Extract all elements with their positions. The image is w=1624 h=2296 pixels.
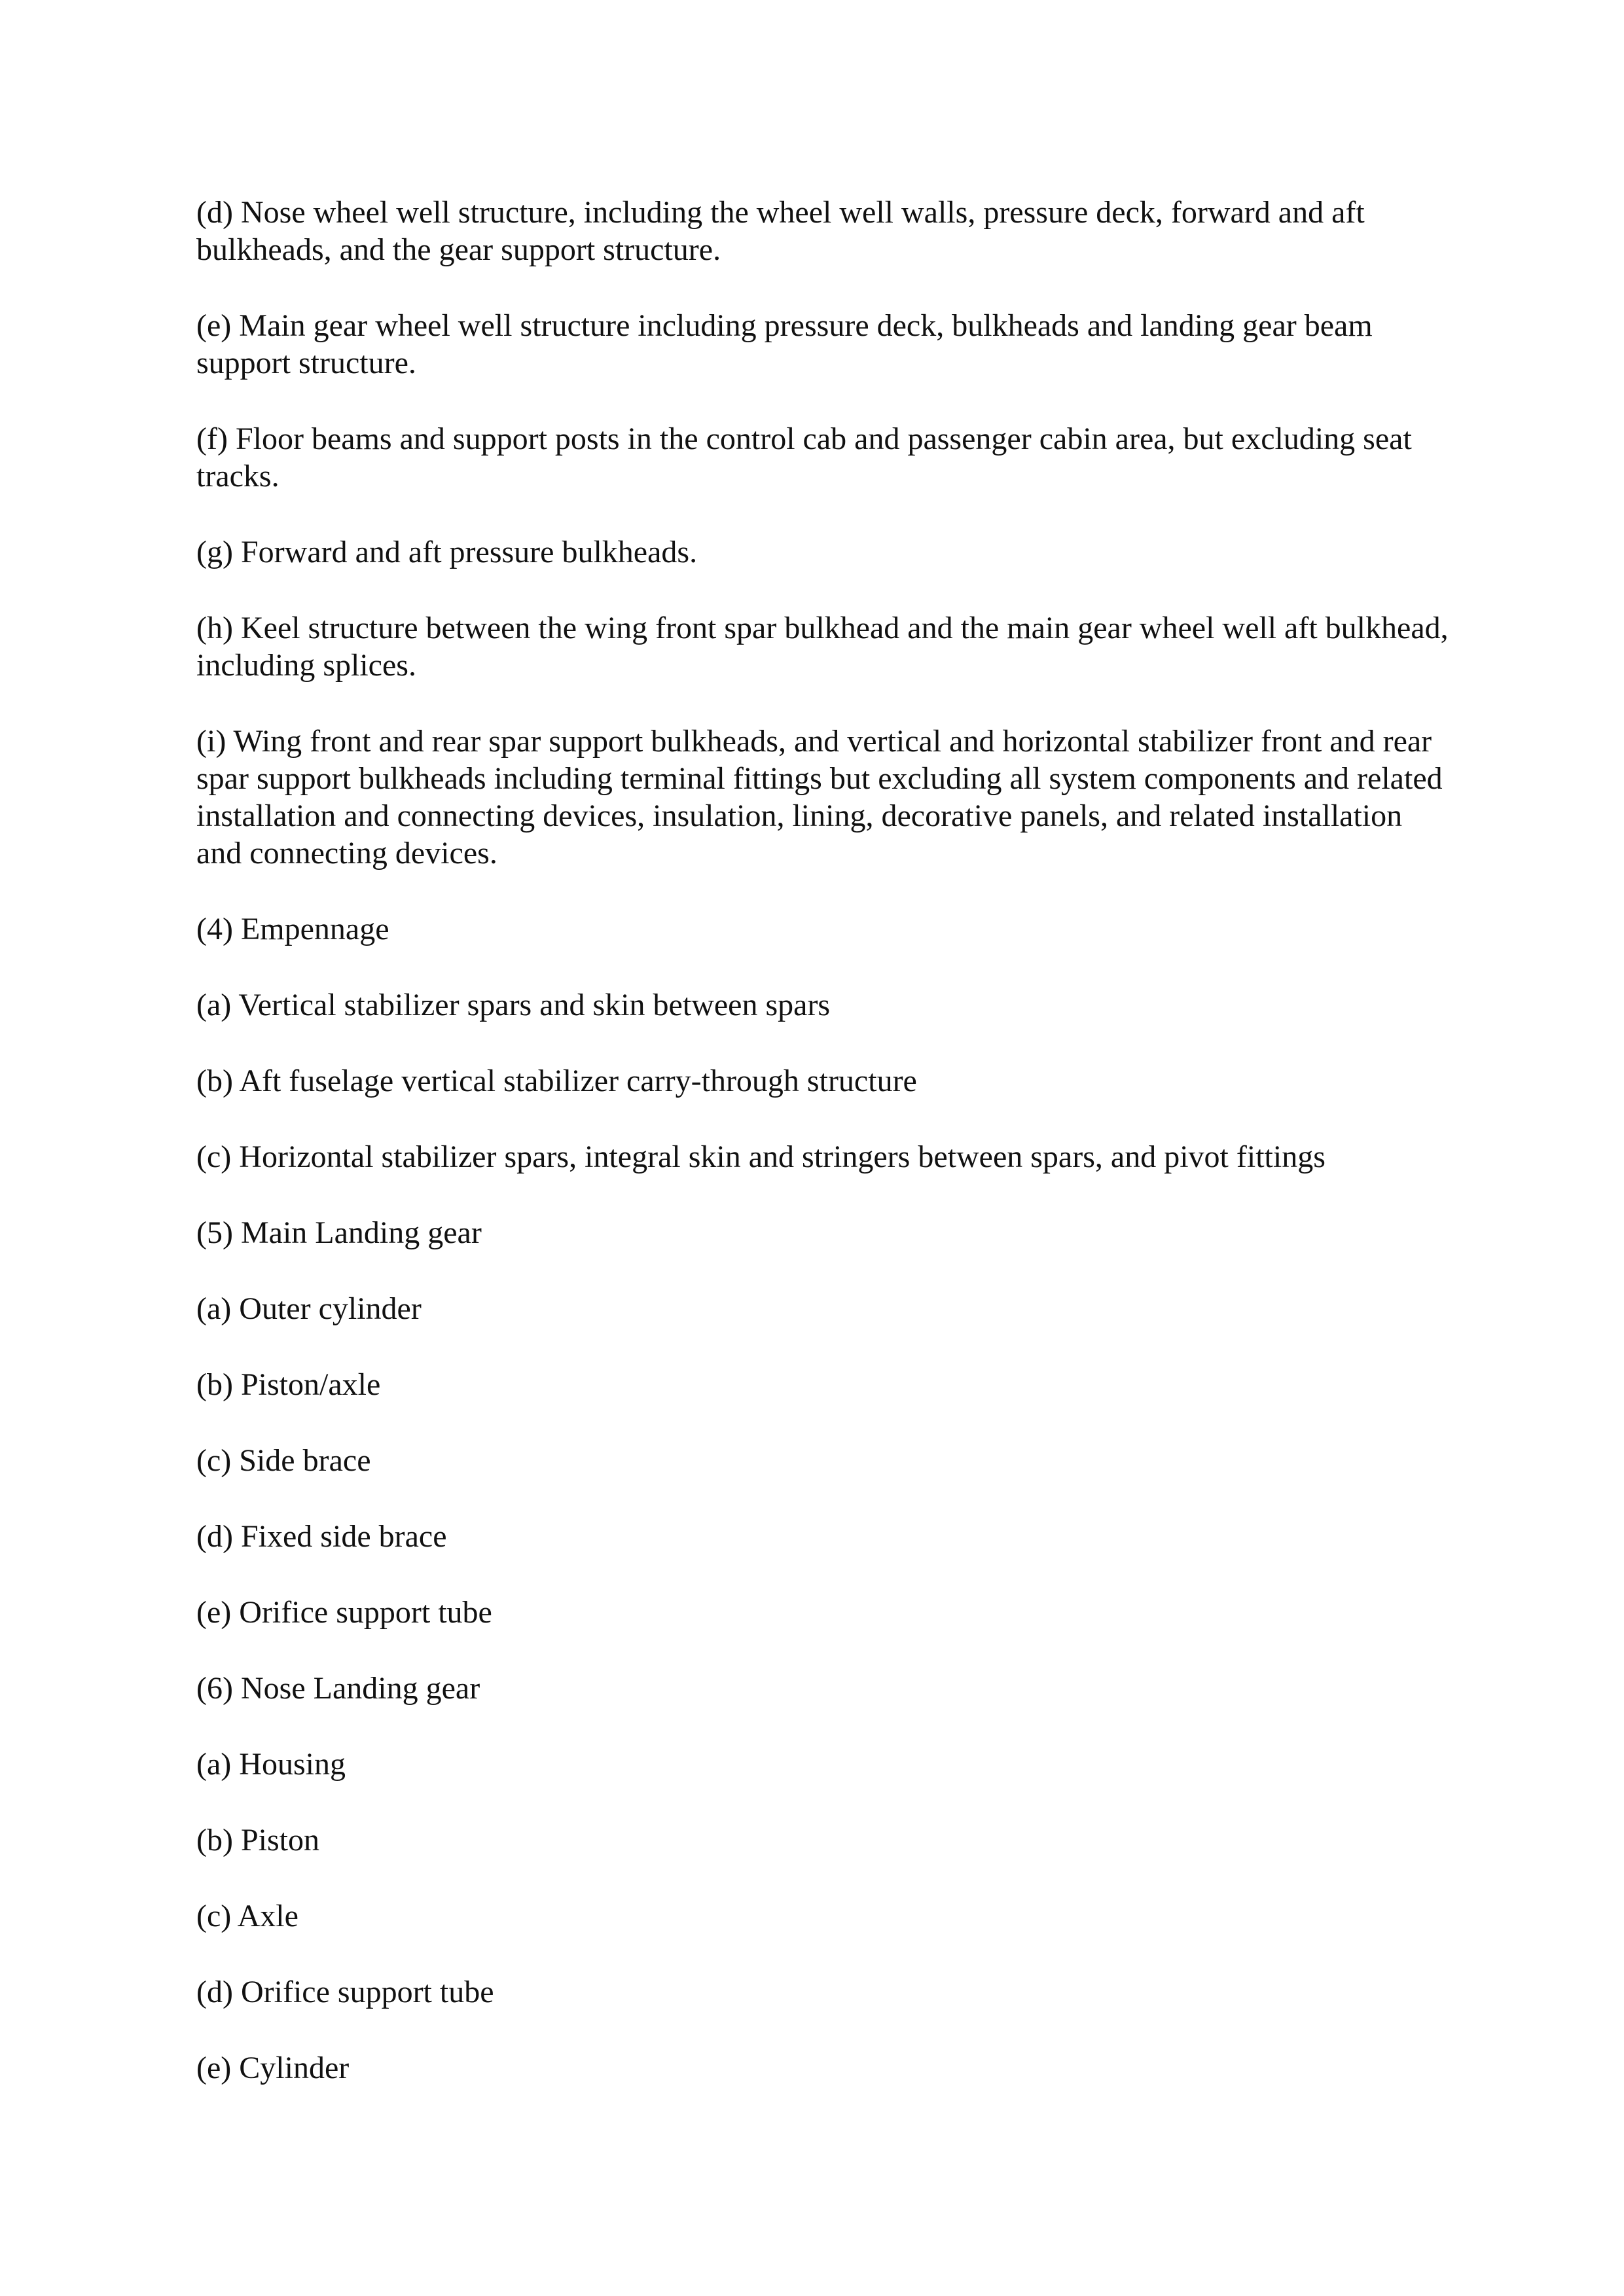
list-item-aft-fuselage: (b) Aft fuselage vertical stabilizer carry-through structure xyxy=(196,1064,917,1098)
list-item-vertical-stabilizer: (a) Vertical stabilizer spars and skin between spars xyxy=(196,988,831,1022)
paragraph-main-gear-wheel-well: (e) Main gear wheel well structure including pressure deck, bulkheads and landing gear beam support structure. xyxy=(196,308,1373,380)
section-heading-nose-landing-gear: (6) Nose Landing gear xyxy=(196,1671,480,1706)
section-heading-main-landing-gear: (5) Main Landing gear xyxy=(196,1215,482,1250)
list-item-axle: (c) Axle xyxy=(196,1899,298,1933)
list-item-cylinder: (e) Cylinder xyxy=(196,2051,350,2085)
paragraph-keel-structure: (h) Keel structure between the wing front spar bulkhead and the main gear wheel well aft bulkhead, including splices. xyxy=(196,611,1449,683)
list-item-piston: (b) Piston xyxy=(196,1823,320,1857)
list-item-outer-cylinder: (a) Outer cylinder xyxy=(196,1291,422,1326)
paragraph-spar-support-bulkheads: (i) Wing front and rear spar support bulkheads, and vertical and horizontal stabilizer front and rear spar support bulkheads including terminal fittings but excluding all system components and related installation and connecting devices, insulation, lining, decorative panels, and related installation and connecting devices. xyxy=(196,724,1443,870)
list-item-horizontal-stabilizer: (c) Horizontal stabilizer spars, integral skin and stringers between spars, and pivot fittings xyxy=(196,1139,1326,1174)
paragraph-pressure-bulkheads: (g) Forward and aft pressure bulkheads. xyxy=(196,535,698,569)
list-item-housing: (a) Housing xyxy=(196,1747,346,1782)
list-item-piston-axle: (b) Piston/axle xyxy=(196,1367,381,1402)
list-item-orifice-support-tube-main: (e) Orifice support tube xyxy=(196,1595,492,1630)
paragraph-floor-beams: (f) Floor beams and support posts in the control cab and passenger cabin area, but excluding seat tracks. xyxy=(196,422,1412,493)
list-item-orifice-support-tube-nose: (d) Orifice support tube xyxy=(196,1975,494,2009)
paragraph-nose-wheel-well: (d) Nose wheel well structure, including the wheel well walls, pressure deck, forward and aft bulkheads, and the gear support structure. xyxy=(196,195,1365,267)
document-body xyxy=(196,194,1453,2125)
list-item-side-brace: (c) Side brace xyxy=(196,1443,371,1478)
section-heading-empennage: (4) Empennage xyxy=(196,912,389,946)
list-item-fixed-side-brace: (d) Fixed side brace xyxy=(196,1519,447,1554)
